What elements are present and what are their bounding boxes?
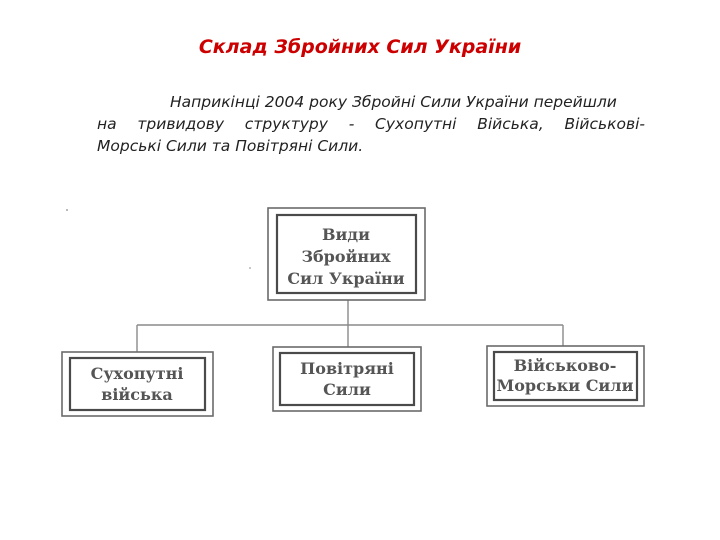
scan-speck xyxy=(249,267,251,269)
slide-title: Склад Збройних Сил України xyxy=(198,36,522,58)
node-ground-forces-line-1: Сухопутні xyxy=(90,364,184,383)
node-navy xyxy=(487,346,644,406)
intro-line-1: Наприкінці 2004 року Збройні Сили України перейшли xyxy=(170,93,617,111)
node-root xyxy=(268,208,425,300)
intro-line-3: Морські Сили та Повітряні Сили. xyxy=(97,137,364,155)
node-root-line-2: Збройних xyxy=(301,247,391,266)
node-navy-line-2: Морськи Сили xyxy=(496,376,634,395)
node-ground-forces-line-2: війська xyxy=(101,385,173,404)
intro-line-2: на тривидову структуру - Сухопутні Війська, Військові- xyxy=(97,115,645,133)
node-root-line-1: Види xyxy=(322,225,370,244)
node-navy-line-1: Військово- xyxy=(513,356,617,375)
node-air-force-line-2: Сили xyxy=(323,380,371,399)
node-air-force xyxy=(273,347,421,411)
node-root-line-3: Сил України xyxy=(287,269,405,288)
scan-speck xyxy=(66,209,68,211)
node-air-force-line-1: Повітряні xyxy=(300,359,394,378)
node-ground-forces xyxy=(62,352,213,416)
